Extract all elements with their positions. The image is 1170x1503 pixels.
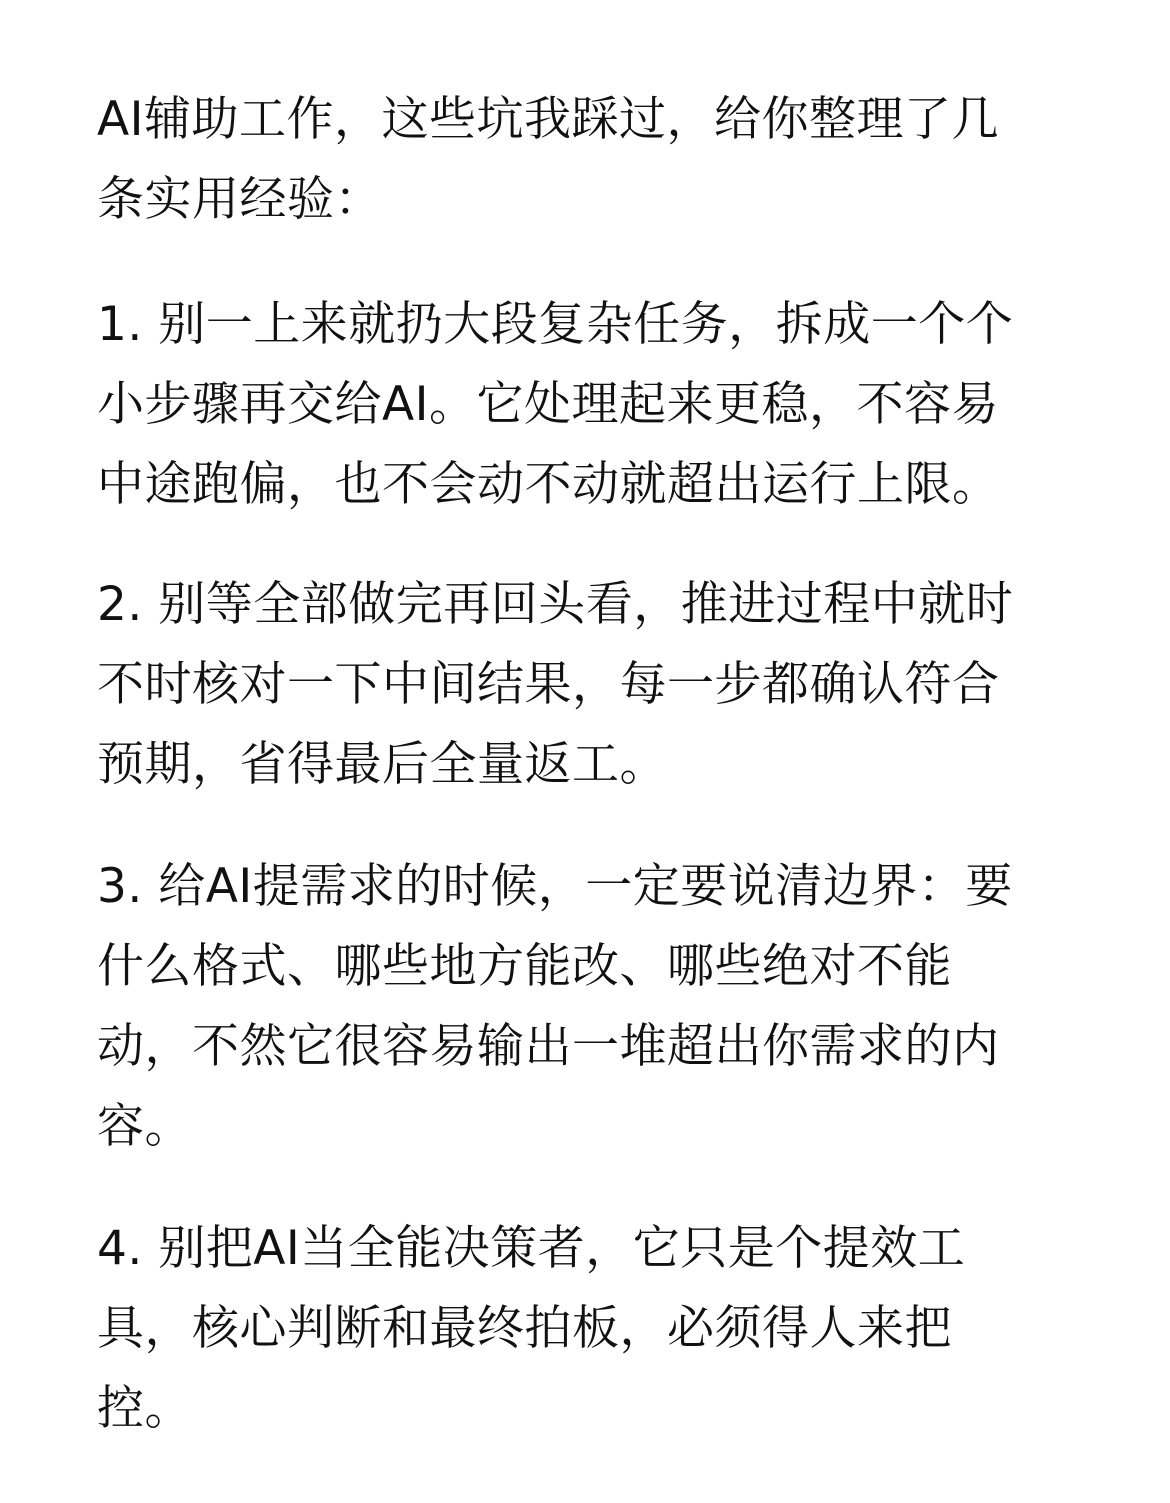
text-line: 预期，省得最后全量返工。 [97,737,667,792]
article-body [97,80,1077,1449]
intro-paragraph [97,80,1077,240]
tip-paragraph-4 [97,1209,1077,1449]
text-line: 不时核对一下中间结果，每一步都确认符合 [97,657,1000,712]
text-line: 动，不然它很容易输出一堆超出你需求的内 [97,1019,1000,1074]
text-line: 4. 别把AI当全能决策者，它只是个提效工 [97,1221,966,1276]
text-line: 3. 给AI提需求的时候，一定要说清边界：要 [97,859,1013,914]
text-line: 2. 别等全部做完再回头看，推进过程中就时 [97,577,1014,632]
tip-paragraph-3 [97,847,1077,1167]
text-line: 容。 [97,1099,192,1154]
text-line: AI辅助工作，这些坑我踩过，给你整理了几 [97,92,1000,147]
tip-paragraph-2 [97,565,1077,805]
text-line: 具，核心判断和最终拍板，必须得人来把 [97,1301,952,1356]
text-line: 1. 别一上来就扔大段复杂任务，拆成一个个 [97,297,1014,352]
text-line: 小步骤再交给AI。它处理起来更稳，不容易 [97,377,1000,432]
text-line: 中途跑偏，也不会动不动就超出运行上限。 [97,457,1000,512]
tip-paragraph-1 [97,285,1077,525]
text-line: 控。 [97,1381,192,1436]
text-line: 什么格式、哪些地方能改、哪些绝对不能 [97,939,952,994]
text-line: 条实用经验： [97,172,382,227]
